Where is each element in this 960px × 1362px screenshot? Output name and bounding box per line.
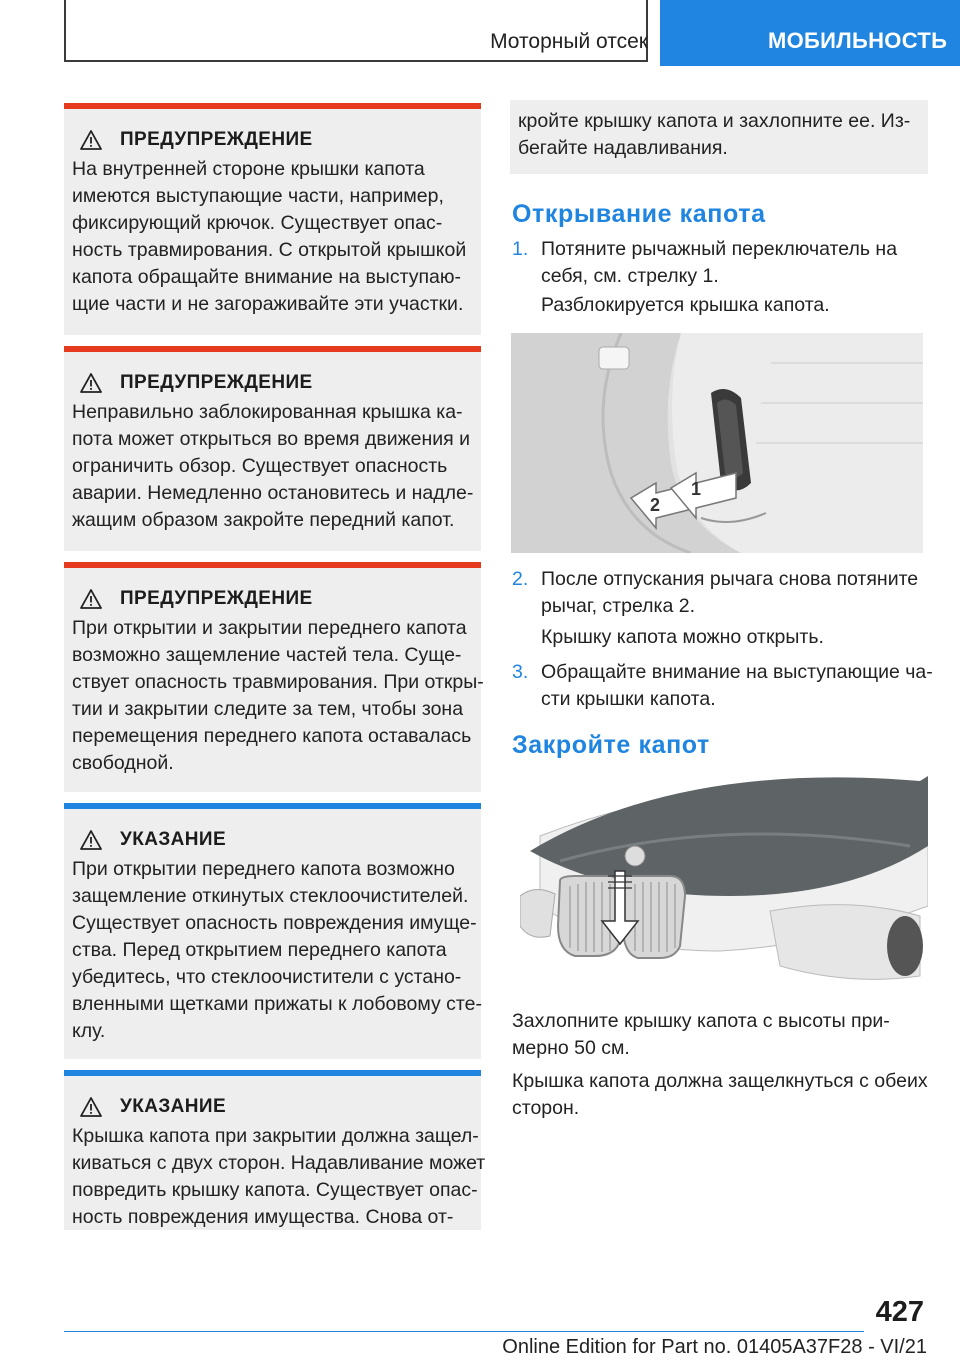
notice-continuation: кройте крышку капота и захлопните ее. Из- бегайте надавливания. bbox=[510, 100, 928, 174]
warning-triangle-icon bbox=[80, 1097, 102, 1117]
warning-bar bbox=[64, 103, 481, 109]
section-heading-close-hood: Закройте капот bbox=[512, 731, 710, 759]
warning-text: При открытии и закрытии переднего капота возможно защемление частей тела. Суще- ствует опасность травмирования. При откры- тии и закрытии следите за тем, чтобы зона перемещения переднего капота оставалась свободной. bbox=[72, 617, 484, 774]
warning-box-1 bbox=[64, 103, 481, 335]
notice-bar bbox=[64, 803, 481, 809]
notice-bar bbox=[64, 1070, 481, 1076]
warning-triangle-icon bbox=[80, 130, 102, 150]
figure-arrow-label-1: 1 bbox=[691, 479, 702, 499]
notice-title: УКАЗАНИЕ bbox=[120, 829, 227, 850]
warning-text: Неправильно заблокированная крышка ка- пота может открыться во время движения и ограничить обзор. Существует опасность аварии. Немедленно остановитесь и надле- жащим образом закройте передний капот. bbox=[72, 401, 474, 531]
warning-bar bbox=[64, 562, 481, 568]
step-text: После отпускания рычага снова потяните рычаг, стрелка 2. bbox=[541, 568, 919, 617]
header-chapter-label: МОБИЛЬНОСТЬ bbox=[768, 28, 948, 53]
warning-text: На внутренней стороне крышки капота имеются выступающие части, например, фиксирующий крючок. Существует опас- ность травмирования. С открытой крышкой капота обращайте внимание на выступаю- щие части и не загораживайте эти участки. bbox=[72, 158, 467, 315]
warning-title: ПРЕДУПРЕЖДЕНИЕ bbox=[120, 372, 313, 393]
step-number: 3. bbox=[512, 661, 529, 683]
header-section-title: Моторный отсек bbox=[490, 30, 648, 53]
close-hood-figure bbox=[520, 776, 928, 992]
step-1-result: Разблокируется крышка капота. bbox=[541, 294, 830, 316]
page-number: 427 bbox=[875, 1296, 924, 1328]
step-2-result: Крышку капота можно открыть. bbox=[541, 626, 824, 648]
warning-bar bbox=[64, 346, 481, 352]
close-hood-note: Крышка капота должна защелкнуться с обеих сторон. bbox=[512, 1070, 928, 1119]
notice-box-1 bbox=[64, 803, 481, 1059]
notice-text: Крышка капота при закрытии должна защел- киваться с двух сторон. Надавливание может повредить крышку капота. Существует опас- ность повреждения имущества. Снова от- bbox=[72, 1125, 486, 1228]
figure-arrow-label-2: 2 bbox=[650, 495, 661, 515]
warning-title: ПРЕДУПРЕЖДЕНИЕ bbox=[120, 588, 313, 609]
warning-triangle-icon bbox=[80, 589, 102, 609]
warning-title: ПРЕДУПРЕЖДЕНИЕ bbox=[120, 129, 313, 150]
notice-text: При открытии переднего капота возможно защемление откинутых стеклоочистителей. Существует опасность повреждения имуще- ства. Перед открытием переднего капота убедитесь, что стеклоочистители с устано- вленными щетками прижаты к лобовому сте- клу. bbox=[72, 858, 482, 1042]
step-number: 2. bbox=[512, 568, 529, 590]
step-text: Обращайте внимание на выступающие ча- сти крышки капота. bbox=[541, 661, 933, 710]
notice-box-2 bbox=[64, 1070, 486, 1230]
warning-triangle-icon bbox=[80, 373, 102, 393]
warning-box-2 bbox=[64, 346, 481, 551]
warning-box-3 bbox=[64, 562, 484, 792]
section-heading-open-hood: Открывание капота bbox=[512, 200, 766, 228]
step-text: Потяните рычажный переключатель на себя, см. стрелку 1. bbox=[541, 238, 898, 287]
notice-title: УКАЗАНИЕ bbox=[120, 1096, 227, 1117]
header-chapter-tab[interactable] bbox=[660, 0, 960, 66]
close-hood-instruction: Захлопните крышку капота с высоты при- мерно 50 см. bbox=[512, 1010, 890, 1059]
footer-divider bbox=[64, 1331, 864, 1332]
hood-release-lever-figure bbox=[511, 333, 923, 553]
warning-triangle-icon bbox=[80, 830, 102, 850]
edition-footer: Online Edition for Part no. 01405A37F28 - VI/21 bbox=[502, 1336, 927, 1358]
step-number: 1. bbox=[512, 238, 529, 260]
